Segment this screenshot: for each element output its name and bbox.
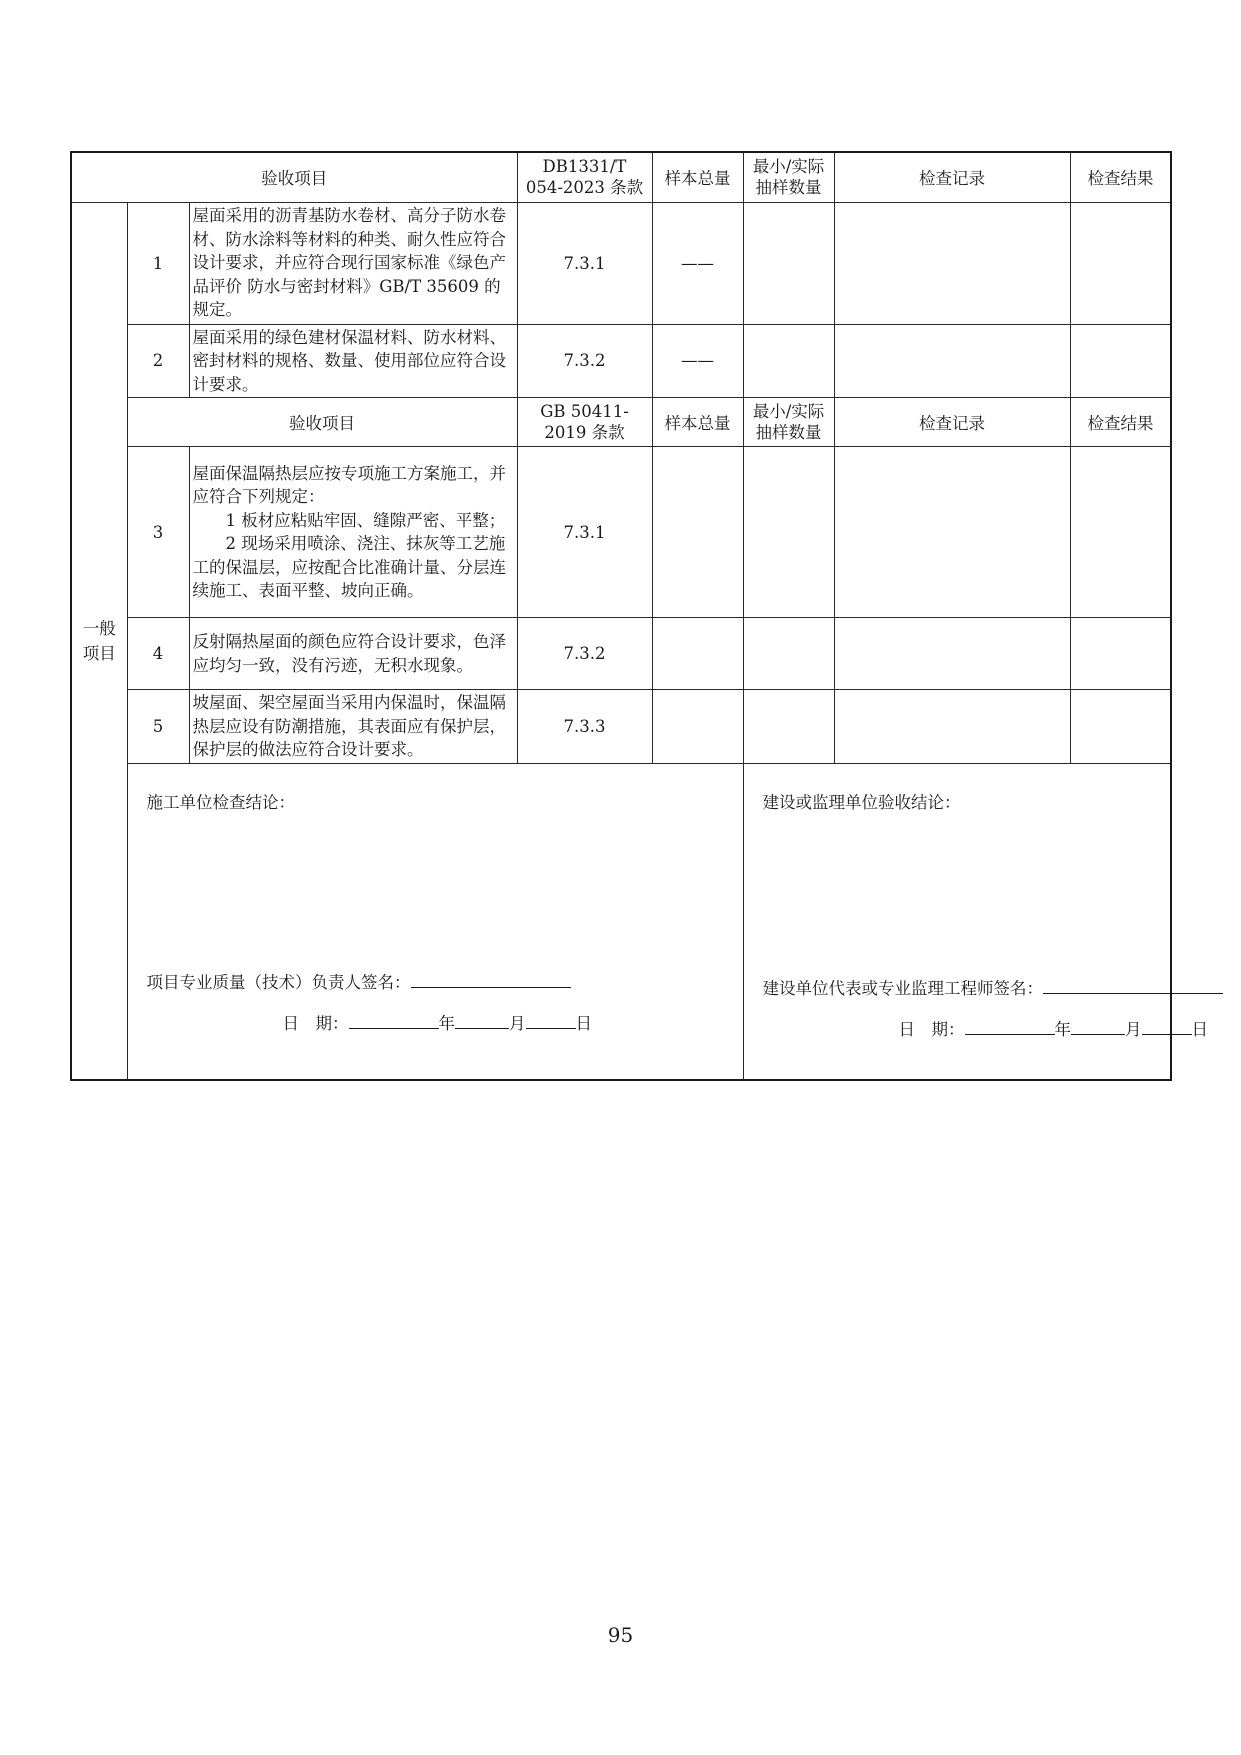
table-row	[71, 690, 1171, 764]
month-label: 月	[509, 1013, 526, 1033]
row-clause: 7.3.1	[517, 447, 652, 618]
min-actual-cell[interactable]	[743, 324, 834, 398]
header-check-record: 检查记录	[834, 398, 1070, 447]
row-sample: ——	[652, 324, 743, 398]
date-label: 日 期：	[898, 1019, 965, 1039]
header-check-result: 检查结果	[1070, 398, 1171, 447]
row-number: 3	[127, 447, 189, 618]
row-text-intro: 屋面保温隔热层应按专项施工方案施工，并应符合下列规定：	[192, 463, 506, 506]
check-result-cell[interactable]	[1070, 690, 1171, 764]
row-text	[189, 447, 517, 618]
contractor-signature-label: 项目专业质量（技术）负责人签名：	[146, 972, 411, 992]
row-text: 屋面采用的绿色建材保温材料、防水材料、密封材料的规格、数量、使用部位应符合设计要求。	[189, 324, 517, 398]
supervisor-conclusion-cell	[743, 763, 1208, 1080]
check-record-cell[interactable]	[834, 690, 1070, 764]
check-result-cell[interactable]	[1070, 618, 1171, 690]
month-field[interactable]	[1071, 1018, 1125, 1035]
date-label: 日 期：	[282, 1013, 349, 1033]
contractor-date-line	[283, 1010, 593, 1034]
check-record-cell[interactable]	[834, 618, 1070, 690]
row-number: 1	[127, 202, 189, 324]
header-check-result: 检查结果	[1070, 152, 1171, 202]
row-clause: 7.3.3	[517, 690, 652, 764]
year-field[interactable]	[349, 1012, 439, 1029]
row-text-item-2: 2 现场采用喷涂、浇注、抹灰等工艺施工的保温层，应按配合比准确计量、分层连续施工、表面平整、坡向正确。	[192, 534, 506, 600]
table-row	[71, 202, 1171, 324]
group-label: 一般项目	[71, 202, 127, 1080]
year-field[interactable]	[965, 1018, 1055, 1035]
row-clause: 7.3.2	[517, 324, 652, 398]
min-actual-cell[interactable]	[743, 690, 834, 764]
table-row	[71, 618, 1171, 690]
min-actual-cell[interactable]	[743, 202, 834, 324]
contractor-conclusion-label: 施工单位检查结论：	[146, 792, 295, 812]
table-header-row	[71, 152, 1171, 202]
acceptance-form	[70, 151, 1208, 1081]
day-field[interactable]	[1142, 1018, 1192, 1035]
row-text: 坡屋面、架空屋面当采用内保温时，保温隔热层应设有防潮措施，其表面应有保护层，保护层的做法应符合设计要求。	[189, 690, 517, 764]
row-number: 2	[127, 324, 189, 398]
sample-total-cell[interactable]	[652, 690, 743, 764]
check-record-cell[interactable]	[834, 324, 1070, 398]
row-text: 屋面采用的沥青基防水卷材、高分子防水卷材、防水涂料等材料的种类、耐久性应符合设计要求，并应符合现行国家标准《绿色产品评价 防水与密封材料》GB/T 35609 的规定。	[189, 202, 517, 324]
header-sample-total: 样本总量	[652, 398, 743, 447]
supervisor-signature-field[interactable]	[1043, 977, 1223, 994]
header-min-actual: 最小/实际抽样数量	[743, 398, 834, 447]
row-number: 5	[127, 690, 189, 764]
acceptance-table	[70, 151, 1208, 1081]
check-record-cell[interactable]	[834, 447, 1070, 618]
check-result-cell[interactable]	[1070, 202, 1171, 324]
sample-total-cell[interactable]	[652, 618, 743, 690]
header-item: 验收项目	[127, 398, 517, 447]
row-clause: 7.3.1	[517, 202, 652, 324]
row-text: 反射隔热屋面的颜色应符合设计要求，色泽应均匀一致，没有污迹，无积水现象。	[189, 618, 517, 690]
supervisor-signature-label: 建设单位代表或专业监理工程师签名：	[762, 978, 1043, 998]
contractor-signature-field[interactable]	[411, 971, 571, 988]
month-label: 月	[1125, 1019, 1142, 1039]
contractor-conclusion-cell	[127, 763, 743, 1080]
day-label: 日	[1191, 1019, 1208, 1039]
sample-total-cell[interactable]	[652, 447, 743, 618]
supervisor-date-line	[899, 1016, 1209, 1040]
signature-row	[71, 763, 1171, 1080]
check-result-cell[interactable]	[1070, 324, 1171, 398]
row-number: 4	[127, 618, 189, 690]
year-label: 年	[438, 1013, 455, 1033]
supervisor-signature-line	[763, 975, 1224, 999]
day-field[interactable]	[526, 1012, 576, 1029]
contractor-signature-line	[147, 969, 571, 993]
min-actual-cell[interactable]	[743, 447, 834, 618]
page-number: 95	[607, 1623, 634, 1647]
table-subheader-row	[71, 398, 1171, 447]
header-sample-total: 样本总量	[652, 152, 743, 202]
table-row	[71, 324, 1171, 398]
header-min-actual: 最小/实际抽样数量	[743, 152, 834, 202]
supervisor-conclusion-label: 建设或监理单位验收结论：	[762, 792, 961, 812]
check-result-cell[interactable]	[1070, 447, 1171, 618]
header-clause: GB 50411-2019 条款	[517, 398, 652, 447]
check-record-cell[interactable]	[834, 202, 1070, 324]
row-text-item-1: 1 板材应粘贴牢固、缝隙严密、平整；	[225, 510, 506, 530]
year-label: 年	[1054, 1019, 1071, 1039]
header-item: 验收项目	[71, 152, 517, 202]
day-label: 日	[575, 1013, 592, 1033]
min-actual-cell[interactable]	[743, 618, 834, 690]
row-sample: ——	[652, 202, 743, 324]
table-row	[71, 447, 1171, 618]
row-clause: 7.3.2	[517, 618, 652, 690]
header-check-record: 检查记录	[834, 152, 1070, 202]
header-clause: DB1331/T 054-2023 条款	[517, 152, 652, 202]
month-field[interactable]	[455, 1012, 509, 1029]
